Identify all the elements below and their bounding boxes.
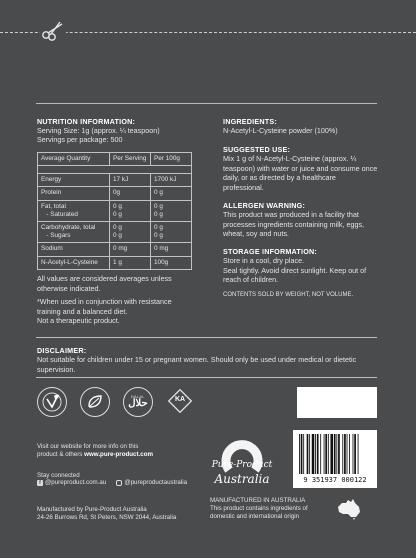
barcode-bar bbox=[325, 434, 327, 474]
top-divider bbox=[36, 103, 377, 104]
serving-size: Serving Size: 1g (approx. ¼ teaspoon) bbox=[37, 126, 160, 135]
usage-title: SUGGESTED USE: bbox=[223, 145, 291, 154]
barcode-bar bbox=[338, 434, 340, 474]
row-serving: 17 kJ bbox=[110, 174, 151, 187]
row-serving: 0 g 0 g bbox=[110, 222, 151, 243]
row-per100: 0 mg bbox=[151, 243, 192, 256]
barcode-bar bbox=[309, 434, 310, 474]
halal-arabic-text: حلال bbox=[128, 398, 148, 409]
vegan-icon bbox=[41, 391, 63, 413]
barcode-digits: 9 351937 000122 bbox=[303, 476, 367, 484]
row-label: Sodium bbox=[38, 243, 110, 256]
table-row bbox=[38, 243, 192, 256]
row-per100: 0 g 0 g bbox=[151, 222, 192, 243]
disclaimer-title: DISCLAIMER: bbox=[37, 346, 87, 355]
row-label: N-Acetyl-L-Cysteine bbox=[38, 256, 110, 269]
sold-by-weight: CONTENTS SOLD BY WEIGHT, NOT VOLUME. bbox=[223, 292, 354, 298]
website-line2 bbox=[37, 451, 153, 458]
vegan-badge bbox=[37, 387, 67, 417]
halal-badge bbox=[123, 387, 153, 417]
row-per100: 0 g 0 g bbox=[151, 200, 192, 221]
table-row bbox=[38, 200, 192, 221]
label-box bbox=[297, 387, 377, 418]
scissors-icon bbox=[40, 20, 66, 42]
header-per-100g: Per 100g bbox=[151, 153, 192, 166]
manufacturer-line2: 24-26 Burrows Rd, St Peters, NSW 2044, Australia bbox=[37, 514, 177, 521]
bottom-divider bbox=[36, 377, 377, 378]
australia-map-icon bbox=[336, 497, 362, 521]
table-row bbox=[38, 222, 192, 243]
barcode-bar bbox=[303, 434, 304, 474]
allergen-text: This product was produced in a facility that processes ingredients containing milk, eggs, wheat, soy and nuts. bbox=[223, 210, 365, 239]
barcode-bar bbox=[299, 434, 300, 474]
website-prefix: product & others bbox=[37, 451, 85, 458]
brand-logo bbox=[210, 440, 274, 496]
table-row bbox=[38, 187, 192, 200]
row-label: Energy bbox=[38, 174, 110, 187]
disclaimer-divider bbox=[36, 337, 377, 338]
header-quantity: Average Quantity bbox=[38, 153, 110, 166]
instagram-handle[interactable]: @pureproductaustralia bbox=[124, 479, 188, 486]
instagram-icon[interactable] bbox=[116, 480, 122, 486]
facebook-handle[interactable]: @pureproduct.com.au bbox=[45, 479, 107, 486]
averages-note: All values are considered averages unless otherwise indicated. bbox=[37, 274, 172, 293]
row-label: Fat, total - Saturated bbox=[38, 200, 110, 221]
manufacturer-line1: Manufactured by Pure-Product Australia bbox=[37, 506, 147, 513]
website-line1: Visit our website for more info on this bbox=[37, 443, 139, 450]
barcode-bar bbox=[353, 434, 354, 474]
storage-text: Store in a cool, dry place. Seal tightly. Avoid direct sunlight. Keep out of reach of children. bbox=[223, 256, 367, 285]
disclaimer-text: Not suitable for children under 15 or pregnant women. Should only be used under medical or dietetic supervision. bbox=[37, 355, 357, 374]
table-row bbox=[38, 256, 192, 269]
barcode-bar bbox=[358, 434, 359, 474]
barcode-bar bbox=[315, 434, 316, 474]
barcode-bar bbox=[344, 434, 346, 474]
barcode-bar bbox=[349, 434, 350, 474]
halal-top-text: HALAL bbox=[131, 395, 145, 399]
ingredients-title: INGREDIENTS: bbox=[223, 117, 277, 126]
row-serving: 0 mg bbox=[110, 243, 151, 256]
origin-title: MANUFACTURED IN AUSTRALIA bbox=[210, 497, 306, 504]
barcode-bar bbox=[330, 434, 333, 474]
barcode-bar bbox=[324, 434, 325, 474]
exercise-note: *When used in conjunction with resistance training and a balanced diet. Not a therapeutic product. bbox=[37, 297, 172, 326]
logo-text-top: Pure-Product bbox=[211, 460, 273, 470]
ka-label: KA bbox=[174, 396, 186, 403]
origin-text: This product contains ingredients of domestic and international origin bbox=[210, 505, 308, 520]
ka-badge bbox=[168, 389, 192, 413]
barcode bbox=[293, 430, 377, 488]
nutrition-table bbox=[37, 152, 192, 270]
row-per100: 1700 kJ bbox=[151, 174, 192, 187]
row-serving: 0 g 0 g bbox=[110, 200, 151, 221]
barcode-bar bbox=[320, 434, 321, 474]
barcode-bar bbox=[328, 434, 329, 474]
barcode-bar bbox=[312, 434, 315, 474]
barcode-bars bbox=[293, 430, 377, 476]
row-label: Protein bbox=[38, 187, 110, 200]
gluten-free-badge bbox=[80, 387, 110, 417]
leaf-icon bbox=[84, 391, 106, 413]
storage-title: STORAGE INFORMATION: bbox=[223, 247, 317, 256]
table-spacer bbox=[38, 166, 192, 174]
website-url[interactable]: www.pure-product.com bbox=[84, 451, 153, 458]
barcode-bar bbox=[317, 434, 319, 474]
servings-per-package: Servings per package: 500 bbox=[37, 135, 123, 144]
barcode-bar bbox=[307, 434, 309, 474]
barcode-bar bbox=[342, 434, 343, 474]
row-label: Carbohydrate, total - Sugars bbox=[38, 222, 110, 243]
table-header-row bbox=[38, 153, 192, 166]
usage-text: Mix 1 g of N-Acetyl-L-Cysteine (approx. ¼ teaspoon) with water or juice and consume once daily, or as directed by a healthcare professional. bbox=[223, 154, 378, 192]
row-per100: 0 g bbox=[151, 187, 192, 200]
logo-text-bottom: Australia bbox=[214, 472, 270, 486]
social-row bbox=[37, 479, 187, 486]
table-row bbox=[38, 174, 192, 187]
barcode-bar bbox=[336, 434, 337, 474]
row-serving: 1 g bbox=[110, 256, 151, 269]
nutrition-title: NUTRITION INFORMATION: bbox=[37, 117, 136, 126]
header-per-serving: Per Serving bbox=[110, 153, 151, 166]
row-per100: 100g bbox=[151, 256, 192, 269]
barcode-bar bbox=[347, 434, 348, 474]
allergen-title: ALLERGEN WARNING: bbox=[223, 201, 306, 210]
barcode-bar bbox=[354, 434, 356, 474]
stay-connected: Stay connected bbox=[37, 472, 80, 479]
barcode-bar bbox=[334, 434, 336, 474]
row-serving: 0g bbox=[110, 187, 151, 200]
ingredients-text: N-Acetyl-L-Cysteine powder (100%) bbox=[223, 126, 338, 135]
barcode-bar bbox=[301, 434, 303, 474]
facebook-icon[interactable]: f bbox=[37, 480, 43, 486]
